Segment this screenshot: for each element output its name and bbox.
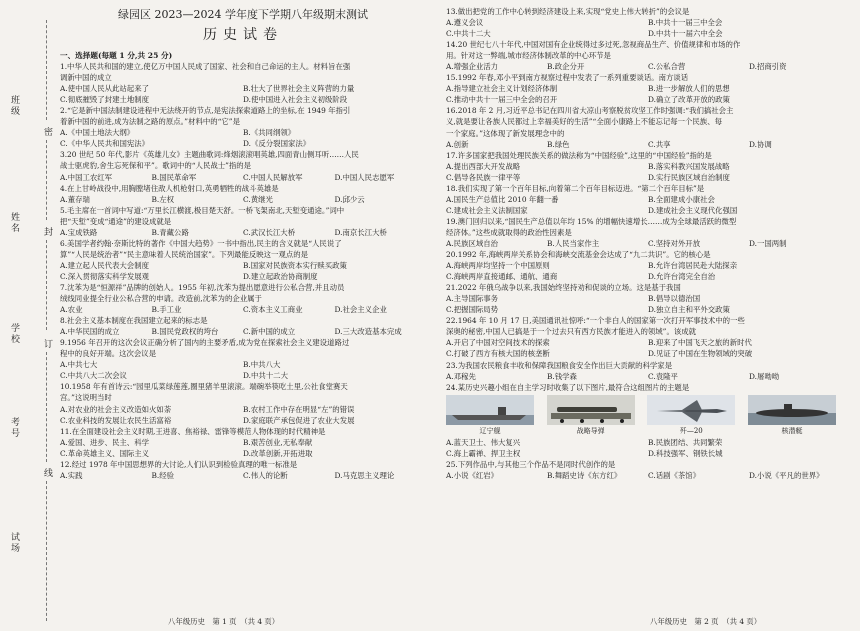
answer-option[interactable]: D.实行民族区域自治制度	[648, 172, 730, 182]
answer-option[interactable]: C.海上霸禅、捍卫主权	[446, 448, 521, 458]
image-caption: 歼—20	[679, 426, 703, 435]
answer-option[interactable]: A.宝成铁路	[60, 227, 98, 237]
binding-dash-line	[46, 20, 47, 120]
option-row	[446, 293, 850, 304]
question-24-figure	[446, 395, 850, 437]
answer-option[interactable]: D.建立起政治协商制度	[243, 271, 318, 281]
answer-option[interactable]: B.左权	[151, 194, 175, 204]
question-stem: 12.经过 1978 年中国思想界的大讨论,人们认识到检验真理的唯一标准是	[60, 459, 298, 469]
option-row	[60, 437, 426, 448]
option-row	[446, 271, 850, 282]
option-row	[60, 370, 426, 381]
question-stem: 义,就是要让各族人民都过上幸福美好的生活”“全面小康路上不能忘记每一个民族、每	[446, 117, 722, 127]
answer-option[interactable]: A.使中国人民从此站起来了	[60, 84, 149, 94]
question-item	[60, 315, 426, 337]
question-item	[446, 6, 850, 39]
question-item	[446, 382, 850, 393]
option-row	[446, 94, 850, 105]
answer-option[interactable]: A.《中国土地法大纲》	[60, 128, 135, 138]
question-stem: 22.1964 年 10 月 17 日,美国通讯社惊呼:“一个非白人的国家第一次打开军事技术中的一些	[446, 316, 745, 326]
binding-dash-line	[46, 240, 47, 330]
left-question-list	[60, 61, 426, 481]
answer-option[interactable]: A.指导建立社会主义计划经济体制	[446, 84, 558, 94]
school-label: 学校	[9, 323, 19, 345]
question-item	[446, 105, 850, 149]
right-column	[446, 6, 850, 481]
answer-option[interactable]: D.确立了改革开放的政策	[648, 95, 730, 105]
option-row	[60, 127, 426, 138]
question-item	[446, 282, 850, 315]
question-stem: 1.中华人民共和国的建立,使亿万中国人民成了国家、社会和自己命运的主人。材料旨在强	[60, 62, 351, 72]
answer-option[interactable]: C.把握国际局势	[446, 305, 499, 315]
answer-option[interactable]: B.人民当家作主	[547, 238, 600, 248]
answer-option[interactable]: C.《中华人民共和国宪法》	[60, 139, 150, 149]
option-row	[60, 138, 426, 149]
answer-option[interactable]: A.提出西部大开发战略	[446, 161, 521, 171]
option-row	[60, 172, 426, 183]
fighter-jet-image	[647, 395, 735, 425]
answer-option[interactable]: B.迎来了中国飞天之旅的新时代	[648, 338, 752, 348]
question-stem: 13.做出把党的工作中心转到经济建设上来,实现“党史上伟大转折”的会议是	[446, 7, 690, 16]
option-row	[446, 17, 850, 28]
answer-option[interactable]: A.对农业的社会主义改造如火如荼	[60, 404, 172, 414]
option-row	[446, 470, 850, 481]
answer-option[interactable]: D.邱少云	[334, 194, 365, 204]
answer-option[interactable]: D.家庭联产承包促进了农业大发展	[243, 415, 355, 425]
answer-option[interactable]: A.创新	[446, 139, 469, 149]
question-stem: 24.某历史兴趣小组在自主学习时收集了以下图片,最符合这组图片的主题是	[446, 382, 690, 392]
option-row	[446, 238, 850, 249]
option-row	[60, 194, 426, 205]
answer-option[interactable]: B.全面建成小康社会	[648, 194, 715, 204]
answer-option[interactable]: C.建成社会主义法制国家	[446, 205, 528, 215]
question-stem: 把“天堑”变成“通途”的建设成就是	[60, 216, 172, 226]
exam-number-label: 考号	[9, 417, 19, 439]
option-row	[446, 260, 850, 271]
answer-option[interactable]: C.坚持对外开放	[648, 238, 701, 248]
answer-option[interactable]: A.中共七大	[60, 360, 98, 370]
question-stem: 6.美国学者约翰·奈斯比特的著作《中国大趋势》一书中指出,民主的含义就是“人民说了	[60, 238, 342, 248]
image-caption: 战略导弹	[576, 426, 605, 435]
answer-option[interactable]: D.允许台湾完全自治	[648, 272, 716, 282]
question-item	[60, 459, 426, 481]
option-row	[446, 337, 850, 348]
answer-option[interactable]: B.国民革命军	[151, 172, 197, 182]
option-row	[446, 139, 850, 150]
answer-option[interactable]: D.小说《平凡的世界》	[749, 470, 824, 480]
question-stem: 14.20 世纪七八十年代,中国对国有企业统得过多过死,忽视商品生产、价值规律和市场的作	[446, 40, 741, 50]
option-row	[60, 227, 426, 238]
question-stem: 9.1956 年召开的这次会议正确分析了国内的主要矛盾,成为党在探索社会主义建设道路过	[60, 338, 350, 348]
answer-option[interactable]: D.建成社会主义现代化强国	[648, 205, 738, 215]
answer-option[interactable]: D.独立自主和平外交政策	[648, 305, 730, 315]
question-item	[60, 149, 426, 182]
question-item	[446, 315, 850, 359]
answer-option[interactable]: A.邓稼先	[446, 371, 476, 381]
question-stem: 4.在上甘岭战役中,用胸膛堵住敌人机枪射口,英勇牺牲的战斗英雄是	[60, 183, 279, 193]
answer-option[interactable]: D.招商引资	[749, 62, 787, 72]
name-label: 姓名	[9, 212, 19, 234]
section-heading: 一、选择题(每题 1 分,共 25 分)	[60, 51, 173, 60]
option-row	[446, 161, 850, 172]
option-row	[446, 172, 850, 183]
question-stem: 着新中国的前进,成为法制之路的原点。”材料中的“它”是	[60, 117, 240, 127]
binding-dash-line	[46, 481, 47, 621]
question-item	[446, 360, 850, 382]
answer-option[interactable]: A.中国工农红军	[60, 172, 113, 182]
answer-option[interactable]: B.中共八大	[243, 360, 281, 370]
question-item	[60, 205, 426, 238]
question-item	[60, 426, 426, 459]
answer-option[interactable]: C.话剧《茶馆》	[648, 470, 701, 480]
binding-dash-line	[46, 140, 47, 220]
exam-subject: 历史试卷	[203, 27, 283, 43]
option-row	[60, 359, 426, 370]
option-row	[446, 448, 850, 459]
question-item	[60, 282, 426, 315]
answer-option[interactable]: D.《反分裂国家法》	[243, 139, 311, 149]
option-row	[446, 61, 850, 72]
image-caption: 核潜艇	[781, 426, 803, 435]
question-stem: 7.沈苯为是“恒源祥”品牌的创始人。1955 年初,沈苯为提出愿意进行公私合营,并且动员	[60, 282, 345, 292]
answer-option[interactable]: A.遵义会议	[446, 18, 484, 28]
question-item	[446, 437, 850, 459]
answer-option[interactable]: A.主导国际事务	[446, 294, 499, 304]
answer-option[interactable]: B.政企分开	[547, 62, 585, 72]
strategic-missile-image	[547, 395, 635, 425]
answer-option[interactable]: B.壮大了世界社会主义阵营的力量	[243, 84, 355, 94]
answer-option[interactable]: D.中共十二大	[243, 371, 288, 381]
question-stem: 21.2022 年俄乌战争以来,我国始终坚持劝和促谈的立场。这是基于我国	[446, 283, 681, 293]
answer-option[interactable]: D.一国两制	[749, 238, 787, 248]
question-item	[60, 105, 426, 149]
answer-option[interactable]: C.公私合营	[648, 62, 686, 72]
question-item	[60, 381, 426, 425]
answer-option[interactable]: C.资本主义工商业	[243, 305, 303, 315]
answer-option[interactable]: C.彻底摧毁了封建土地制度	[60, 95, 150, 105]
answer-option[interactable]: B.钱学森	[547, 371, 577, 381]
answer-option[interactable]: A.民族区域自治	[446, 238, 499, 248]
answer-option[interactable]: C.袁隆平	[648, 371, 678, 381]
answer-option[interactable]: B.国家对民族资本实行赎买政策	[243, 260, 347, 270]
question-item	[60, 238, 426, 282]
page-footer-left: 八年级历史 第 1 页 （共 4 页）	[168, 617, 280, 626]
answer-option[interactable]: A.中华民国的成立	[60, 327, 120, 337]
question-stem: 10.1958 年有首诗云:“园里瓜菜绿莲莲,圈里猪羊里滚滚。端碗举筷吃土里,公社食堂赛天	[60, 382, 348, 392]
answer-option[interactable]: A.蓝天卫士、伟大复兴	[446, 437, 521, 447]
answer-option[interactable]: D.使中国进入社会主义初级阶段	[243, 95, 348, 105]
answer-option[interactable]: B.艰苦创业,无私奉献	[243, 437, 313, 447]
question-stem: 20.1992 年,海峡两岸关系协会和海峡交流基金会达成了“九二共识”。它的核心是	[446, 250, 711, 260]
answer-option[interactable]: D.中国人民志愿军	[334, 172, 395, 182]
answer-option[interactable]: A.建立起人民代表大会制度	[60, 260, 149, 270]
question-stem: 3.20 世纪 50 年代,影片《英雄儿女》主题曲歌词:烽烟滚滚唱英雄,四面青山侧耳听……人民	[60, 150, 359, 160]
question-stem: 战士驱虎豹,舍生忘死保和平”。歌词中的“人民战士”指的是	[60, 161, 252, 171]
answer-option[interactable]: D.马克思主义理论	[334, 470, 395, 480]
question-stem: 一个家庭。”这体现了新发展理念中的	[446, 128, 565, 138]
answer-option[interactable]: A.爱国、进步、民主、科学	[60, 437, 149, 447]
option-row	[60, 83, 426, 94]
answer-option[interactable]: D.屠呦呦	[749, 371, 780, 381]
answer-option[interactable]: A.实践	[60, 470, 83, 480]
answer-option[interactable]: C.伟人的论断	[243, 470, 288, 480]
binding-mi: 密	[44, 128, 54, 138]
answer-option[interactable]: D.社会主义企业	[334, 305, 387, 315]
question-item	[446, 459, 850, 481]
binding-feng: 封	[44, 228, 54, 238]
option-row	[446, 437, 850, 448]
answer-option[interactable]: C.武汉长江大桥	[243, 227, 296, 237]
option-row	[446, 205, 850, 216]
option-row	[60, 404, 426, 415]
image-caption: 辽宁舰	[479, 426, 501, 435]
option-row	[60, 94, 426, 105]
answer-option[interactable]: B.国民党政权的垮台	[151, 327, 219, 337]
exam-room-label: 试场	[9, 532, 19, 554]
question-stem: 18.我们实现了第一个百年目标,向着第二个百年目标迈进。“第二个百年目标”是	[446, 183, 705, 193]
question-stem: 25.下列作品中,与其他三个作品不是同时代创作的是	[446, 459, 616, 469]
exam-title: 绿园区 2023—2024 学年度下学期八年级期末测试	[118, 8, 368, 21]
question-stem: 用。针对这一弊端,城市经济体制改革的中心环节是	[446, 51, 611, 61]
question-stem: 算”“人民是统治者”“民主意味着人民统治国家”。下列最能反映这一观点的是	[60, 249, 309, 259]
answer-option[interactable]: D.见证了中国在生物领域的突破	[648, 349, 753, 359]
answer-option[interactable]: C.推动中共十一届三中全会的召开	[446, 95, 558, 105]
answer-option[interactable]: B.中共十一届三中全会	[648, 18, 723, 28]
question-stem: 15.1992 年春,邓小平到南方视察过程中发表了一系列重要谈话。南方谈话	[446, 73, 689, 83]
answer-option[interactable]: C.革命英雄主义、国际主义	[60, 448, 150, 458]
question-item	[446, 216, 850, 249]
answer-option[interactable]: B.落实科教兴国发展战略	[648, 161, 730, 171]
question-stem: 16.2018 年 2 月,习近平总书记在四川省大凉山考察脱贫攻坚工作时强调:“我们搞社会主	[446, 106, 734, 116]
option-row	[60, 260, 426, 271]
answer-option[interactable]: C.海峡两岸直接通邮、通航、通商	[446, 272, 558, 282]
answer-option[interactable]: C.中共十二大	[446, 29, 491, 39]
answer-option[interactable]: C.打破了西方有核大国的核垄断	[446, 349, 550, 359]
question-stem: 调新中国的成立	[60, 73, 112, 83]
answer-option[interactable]: A.小说《红岩》	[446, 470, 499, 480]
option-row	[446, 348, 850, 359]
question-stem: 17.许多国家把我国处理民族关系的做法称为“中国经验”,这里的“中国经验”指的是	[446, 150, 712, 160]
answer-option[interactable]: B.经验	[151, 470, 175, 480]
answer-option[interactable]: D.南京长江大桥	[334, 227, 387, 237]
option-row	[60, 271, 426, 282]
answer-option[interactable]: C.中国人民解放军	[243, 172, 303, 182]
answer-option[interactable]: B.手工业	[151, 305, 182, 315]
question-item	[60, 61, 426, 105]
question-stem: 绒线同业提全行业公私合营的申请。改造前,沈苯为的企业属于	[60, 294, 262, 304]
answer-option[interactable]: B.舞蹈史诗《东方红》	[547, 470, 622, 480]
answer-option[interactable]: C.中共八大二次会议	[60, 371, 127, 381]
option-row	[446, 304, 850, 315]
answer-option[interactable]: A.董存瑞	[60, 194, 90, 204]
answer-option[interactable]: B.绿色	[547, 139, 570, 149]
option-row	[446, 371, 850, 382]
question-stem: 宫。”这说明当时	[60, 393, 112, 403]
question-stem: 2.“它是新中国法制建设进程中无法绕开的节点,是宪法探索道路上的坐标,在 1949 年指引	[60, 106, 351, 116]
answer-option[interactable]: D.中共十一届六中全会	[648, 29, 723, 39]
question-stem: 程中的良好开端。这次会议是	[60, 349, 157, 359]
answer-option[interactable]: B.农村工作中存在明显“左”的错误	[243, 404, 355, 414]
answer-option[interactable]: A.增强企业活力	[446, 62, 499, 72]
answer-option[interactable]: D.三大改造基本完成	[334, 327, 402, 337]
binding-margin	[0, 0, 58, 631]
question-item	[446, 72, 850, 105]
answer-option[interactable]: A.海峡两岸均坚持一个中国原则	[446, 261, 550, 271]
option-row	[446, 194, 850, 205]
answer-option[interactable]: B.倡导以德治国	[648, 294, 701, 304]
question-item	[60, 183, 426, 205]
answer-option[interactable]: C.倡导各民族一律平等	[446, 172, 521, 182]
option-row	[60, 304, 426, 315]
page-footer-right: 八年级历史 第 2 页 （共 4 页）	[650, 617, 762, 626]
binding-ding: 订	[44, 340, 54, 350]
aircraft-carrier-image	[446, 395, 534, 425]
class-label: 班级	[9, 95, 19, 117]
option-row	[60, 415, 426, 426]
question-stem: 11.在全面建设社会主义时期,王进喜、焦裕禄、雷锋等模范人物体现的时代精神是	[60, 426, 326, 436]
answer-option[interactable]: B.《共同纲领》	[243, 128, 296, 138]
option-row	[60, 326, 426, 337]
question-stem: 8.社会主义基本制度在我国建立起来的标志是	[60, 316, 208, 326]
binding-dash-line	[46, 352, 47, 462]
answer-option[interactable]: A.农业	[60, 305, 83, 315]
answer-option[interactable]: B.进一步解放人们的思想	[648, 84, 730, 94]
question-item	[446, 39, 850, 72]
answer-option[interactable]: D.改革创新,开拓进取	[243, 448, 313, 458]
option-row	[60, 448, 426, 459]
answer-option[interactable]: C.农业科技的发展让农民生活富裕	[60, 415, 172, 425]
question-stem: 深奥的秘密,中国人已搞是于一个过去只有西方民族才能进入的领域”。该成就	[446, 327, 697, 337]
question-item	[446, 150, 850, 183]
answer-option[interactable]: B.青藏公路	[151, 227, 189, 237]
question-stem: 23.为我国农民粮食丰收和保障我国粮食安全作出巨大贡献的科学家是	[446, 360, 673, 370]
option-row	[446, 28, 850, 39]
left-column	[60, 6, 426, 481]
binding-xian: 线	[44, 469, 54, 479]
answer-option[interactable]: C.新中国的成立	[243, 327, 296, 337]
right-question-list	[446, 6, 850, 481]
answer-option[interactable]: B.民族团结、共同繁荣	[648, 437, 723, 447]
answer-option[interactable]: A.开启了中国对空间技术的探索	[446, 338, 550, 348]
answer-option[interactable]: A.国民生产总值比 2010 年翻一番	[446, 194, 559, 204]
option-row	[446, 83, 850, 94]
answer-option[interactable]: C.黄继光	[243, 194, 273, 204]
answer-option[interactable]: C.共享	[648, 139, 671, 149]
question-item	[446, 183, 850, 216]
question-item	[446, 249, 850, 282]
question-stem: 5.毛主席在一首词中写道:“万里长江横渡,极目楚天舒。一桥飞架南北,天堑变通途。”词中	[60, 205, 345, 215]
question-stem: 经济体。”这些成就取得的政治性因素是	[446, 227, 572, 237]
question-stem: 19.澳门回归以来,“国民生产总值以年均 15% 的增幅快速增长……成为全球最活跃的微型	[446, 216, 737, 226]
option-row	[60, 470, 426, 481]
answer-option[interactable]: D.科技强军、钢铁长城	[648, 448, 723, 458]
answer-option[interactable]: D.协调	[749, 139, 772, 149]
answer-option[interactable]: C.深入贯彻落实科学发展观	[60, 271, 150, 281]
nuclear-submarine-image	[748, 395, 836, 425]
answer-option[interactable]: B.允许台湾居民赴大陆探亲	[648, 261, 738, 271]
question-item	[60, 337, 426, 381]
